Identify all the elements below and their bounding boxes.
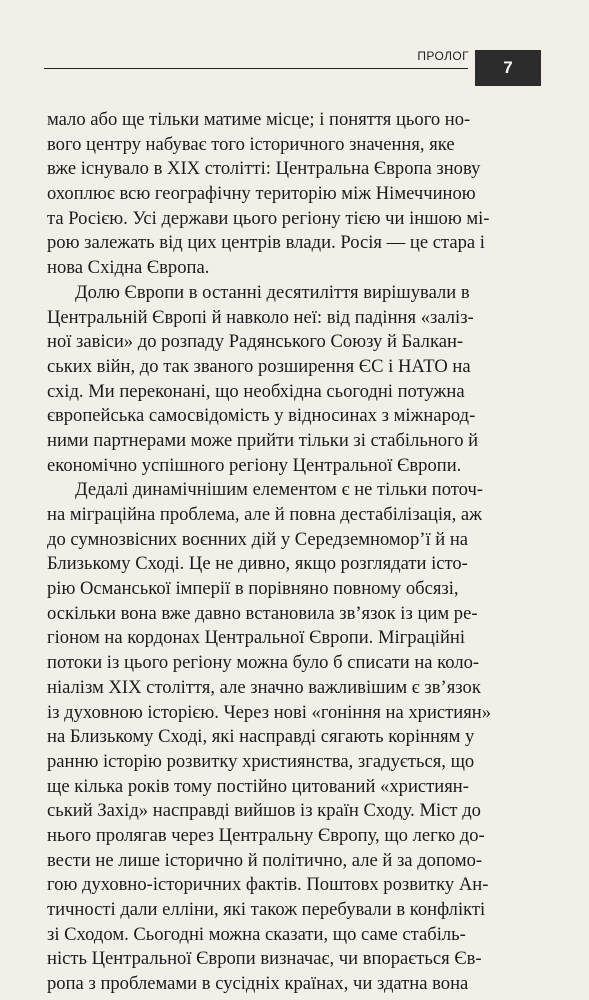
text-line: нова Східна Європа. (47, 257, 210, 279)
text-line: до сумнозвісних воєнних дій у Середземномор’ї й на (47, 528, 469, 550)
paragraph (47, 108, 544, 281)
text-line: гою духовно-історичних фактів. Поштовх розвитку Ан- (47, 874, 489, 896)
text-line: мало або ще тільки матиме місце; і поняття цього но- (47, 109, 471, 130)
text-line: ще кілька років тому постійно цитований «християн- (47, 775, 469, 797)
running-head: ПРОЛОГ (417, 49, 469, 63)
text-line: ський Захід» насправді вийшов із країн Сходу. Міст до (47, 800, 481, 822)
paragraph (47, 478, 544, 996)
text-line: ських війн, до так званого розширення ЄС і НАТО на (47, 355, 471, 377)
text-line: ранню історію розвитку християнства, згадується, що (47, 750, 475, 772)
text-line: ними партнерами може прийти тільки зі стабільного й (47, 429, 479, 451)
text-line: охоплює всю географічну територію між Німеччиною (47, 183, 476, 205)
text-line: Центральній Європі й навколо неї: від падіння «заліз- (47, 306, 474, 328)
page-number: 7 (475, 50, 541, 86)
page-header (0, 0, 589, 90)
text-line: оскільки вона вже давно встановила зв’язок із цим ре- (47, 602, 478, 624)
text-line: схід. Ми переконані, що необхідна сьогодні потужна (47, 380, 465, 402)
header-rule (44, 68, 468, 69)
text-line: гіоном на кордонах Центральної Європи. Міграційні (47, 627, 466, 649)
text-line: вого центру набуває того історичного значення, яке (47, 133, 455, 155)
text-line: із духовною історією. Через нові «гоніння на християн» (47, 701, 492, 723)
text-line: на міграційна проблема, але й повна дестабілізація, аж (47, 504, 482, 525)
text-line: рою залежать від цих центрів влади. Росія — це стара і (47, 232, 485, 254)
text-line: рію Османської імперії в порівняно повному обсязі, (47, 578, 459, 600)
text-line: потоки із цього регіону можна було б списати на коло- (47, 652, 480, 674)
body-text (47, 108, 544, 997)
text-line: економічно успішного регіону Центральної Європи. (47, 454, 462, 476)
text-line: нього пролягав через Центральну Європу, що легко до- (47, 824, 485, 846)
text-line: вести не лише історично й політично, але й за допомо- (47, 849, 483, 871)
text-line: на Близькому Сході, які насправді сягають корінням у (47, 726, 475, 748)
text-line: тичності дали елліни, які також перебували в конфлікті (47, 899, 486, 920)
text-line: Долю Європи в останні десятиліття вирішували в (75, 281, 470, 303)
text-line: ніалізм XIX століття, але значно важливішим є зв’язок (47, 676, 481, 698)
text-line: ність Центральної Європи визначає, чи впорається Єв- (47, 948, 482, 970)
text-line: Дедалі динамічнішим елементом є не тільки поточ- (75, 479, 483, 501)
text-line: зі Сходом. Сьогодні можна сказати, що саме стабіль- (47, 923, 466, 945)
text-line: та Росією. Усі держави цього регіону тією чи іншою мі- (47, 207, 490, 229)
paragraph (47, 281, 544, 479)
text-line: ропа з проблемами в сусідніх країнах, чи здатна вона (47, 973, 469, 995)
text-line: ної завіси» до розпаду Радянського Союзу й Балкан- (47, 331, 464, 353)
text-line: європейська самосвідомість у відносинах з міжнарод- (47, 405, 476, 427)
text-line: Близькому Сході. Це не дивно, якщо розглядати істо- (47, 553, 468, 575)
text-line: вже існувало в XIX столітті: Центральна Європа знову (47, 158, 481, 180)
